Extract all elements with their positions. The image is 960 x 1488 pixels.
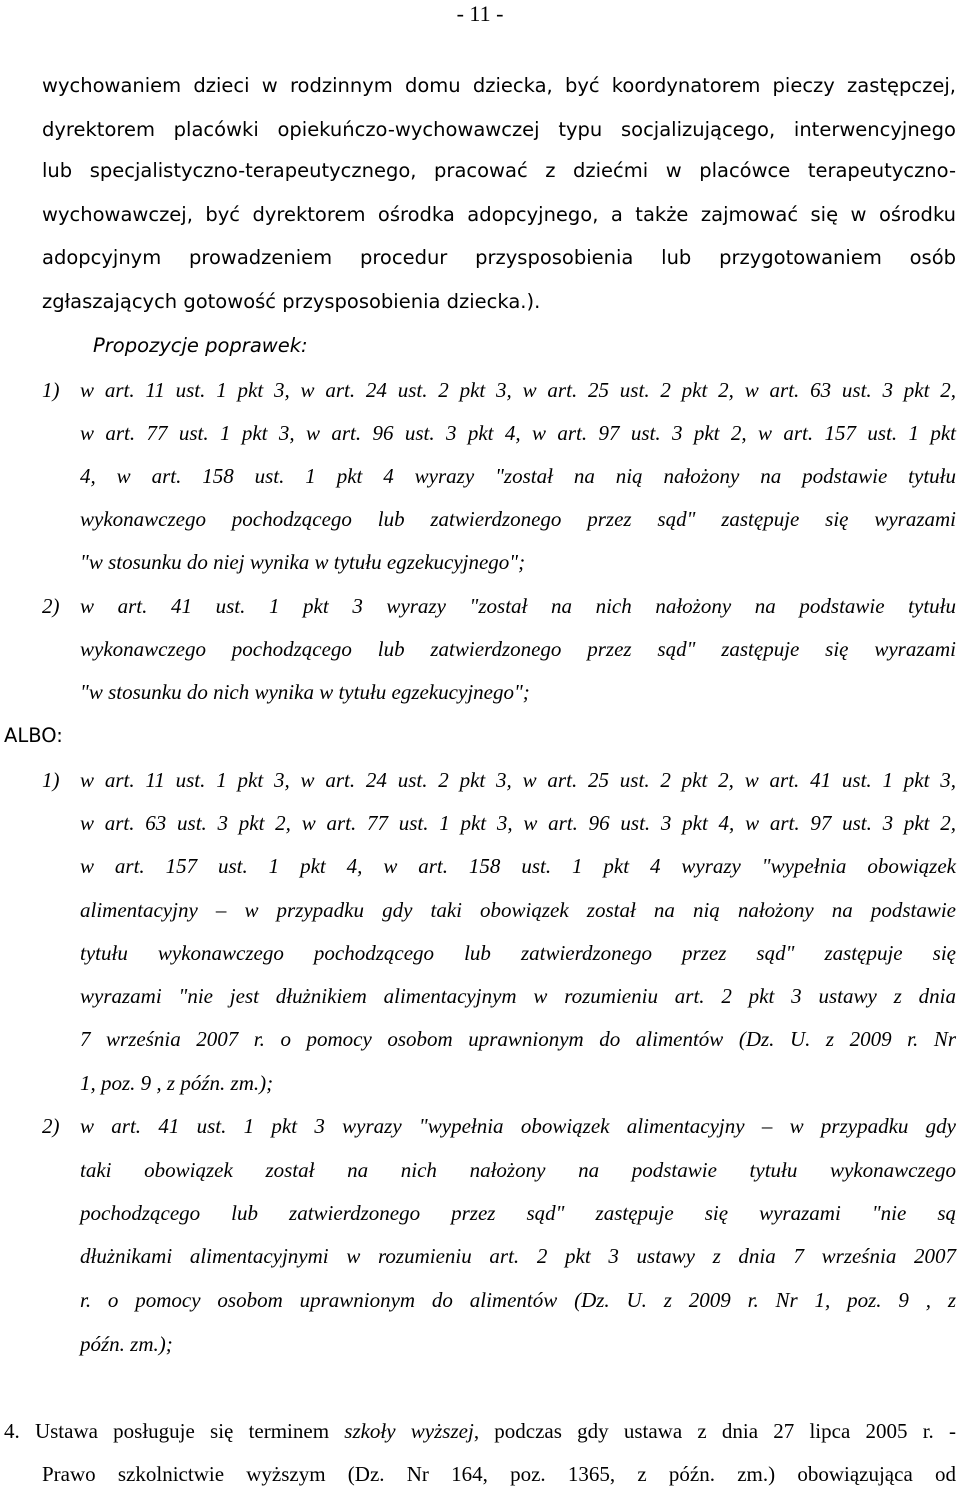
point-4-term: szkoły wyższej — [344, 1419, 474, 1443]
list-item-label: 2) — [42, 1114, 60, 1138]
list-item-line: w art. 41 ust. 1 pkt 3 wyrazy "wypełnia obowiązek alimentacyjny – w przypadku gdy — [80, 1114, 956, 1138]
point-4-text: , podczas gdy ustawa z dnia 27 lipca 2005 r. - — [473, 1419, 956, 1443]
list-item-line: wyrazami "nie jest dłużnikiem alimentacyjnym w rozumieniu art. 2 pkt 3 ustawy z dnia — [80, 984, 956, 1008]
list-item-line: w art. 157 ust. 1 pkt 4, w art. 158 ust. 1 pkt 4 wyrazy "wypełnia obowiązek — [80, 854, 956, 878]
list-item-line: r. o pomocy osobom uprawnionym do alimentów (Dz. U. z 2009 r. Nr 1, poz. 9 , z — [80, 1288, 956, 1312]
intro-line: wychowawczej, być dyrektorem ośrodka adopcyjnego, a także zajmować się w ośrodku — [42, 203, 956, 226]
list-item-line: w art. 11 ust. 1 pkt 3, w art. 24 ust. 2 pkt 3, w art. 25 ust. 2 pkt 2, w art. 63 ust. 3 pkt 2, — [80, 378, 956, 402]
point-4-text: 4. Ustawa posługuje się terminem — [4, 1419, 345, 1443]
list-item-line: taki obowiązek został na nich nałożony na podstawie tytułu wykonawczego — [80, 1158, 956, 1182]
list-item-line: w art. 63 ust. 3 pkt 2, w art. 77 ust. 1 pkt 3, w art. 96 ust. 3 pkt 4, w art. 97 ust. 3 pkt 2, — [80, 811, 956, 835]
albo-label: ALBO: — [4, 724, 63, 747]
list-item-line: 7 września 2007 r. o pomocy osobom uprawnionym do alimentów (Dz. U. z 2009 r. Nr — [80, 1027, 956, 1051]
list-item-line: w art. 41 ust. 1 pkt 3 wyrazy "został na nich nałożony na podstawie tytułu — [80, 594, 956, 618]
list-item-line: "w stosunku do niej wynika w tytułu egzekucyjnego"; — [80, 550, 526, 574]
list-item-line: późn. zm.); — [80, 1332, 173, 1356]
list-item-line: tytułu wykonawczego pochodzącego lub zatwierdzonego przez sąd" zastępuje się — [80, 941, 956, 965]
list-item-line: 1, poz. 9 , z późn. zm.); — [80, 1071, 274, 1095]
intro-line: wychowaniem dzieci w rodzinnym domu dziecka, być koordynatorem pieczy zastępczej, — [42, 74, 956, 97]
list-item-line: "w stosunku do nich wynika w tytułu egzekucyjnego"; — [80, 680, 530, 704]
list-item-line: wykonawczego pochodzącego lub zatwierdzonego przez sąd" zastępuje się wyrazami — [80, 637, 956, 661]
list-item-line: 4, w art. 158 ust. 1 pkt 4 wyrazy "został na nią nałożony na podstawie tytułu — [80, 464, 956, 488]
list-item-line: wykonawczego pochodzącego lub zatwierdzonego przez sąd" zastępuje się wyrazami — [80, 507, 956, 531]
list-item-label: 2) — [42, 594, 60, 618]
list-item-line: dłużnikami alimentacyjnymi w rozumieniu art. 2 pkt 3 ustawy z dnia 7 września 2007 — [80, 1244, 956, 1268]
intro-line: lub specjalistyczno-terapeutycznego, pracować z dziećmi w placówce terapeutyczno- — [42, 159, 956, 182]
list-item-line: w art. 77 ust. 1 pkt 3, w art. 96 ust. 3 pkt 4, w art. 97 ust. 3 pkt 2, w art. 157 ust. 1 pkt — [80, 421, 956, 445]
page-number: - 11 - — [456, 1, 504, 26]
list-item-line: w art. 11 ust. 1 pkt 3, w art. 24 ust. 2 pkt 3, w art. 25 ust. 2 pkt 2, w art. 41 ust. 1 pkt 3, — [80, 768, 956, 792]
intro-line: dyrektorem placówki opiekuńczo-wychowawczej typu socjalizującego, interwencyjnego — [42, 118, 956, 141]
point-4-line — [4, 1418, 956, 1444]
proposals-heading: Propozycje poprawek: — [93, 334, 308, 357]
intro-line: adopcyjnym prowadzeniem procedur przysposobienia lub przygotowaniem osób — [42, 246, 956, 269]
list-item-line: alimentacyjny – w przypadku gdy taki obowiązek został na nią nałożony na podstawie — [80, 898, 956, 922]
intro-line: zgłaszających gotowość przysposobienia dziecka.). — [42, 290, 541, 313]
point-4-line: Prawo szkolnictwie wyższym (Dz. Nr 164, poz. 1365, z późn. zm.) obowiązująca od — [42, 1462, 956, 1486]
list-item-label: 1) — [42, 768, 60, 792]
list-item-label: 1) — [42, 378, 60, 402]
list-item-line: pochodzącego lub zatwierdzonego przez sąd" zastępuje się wyrazami "nie są — [80, 1201, 956, 1225]
